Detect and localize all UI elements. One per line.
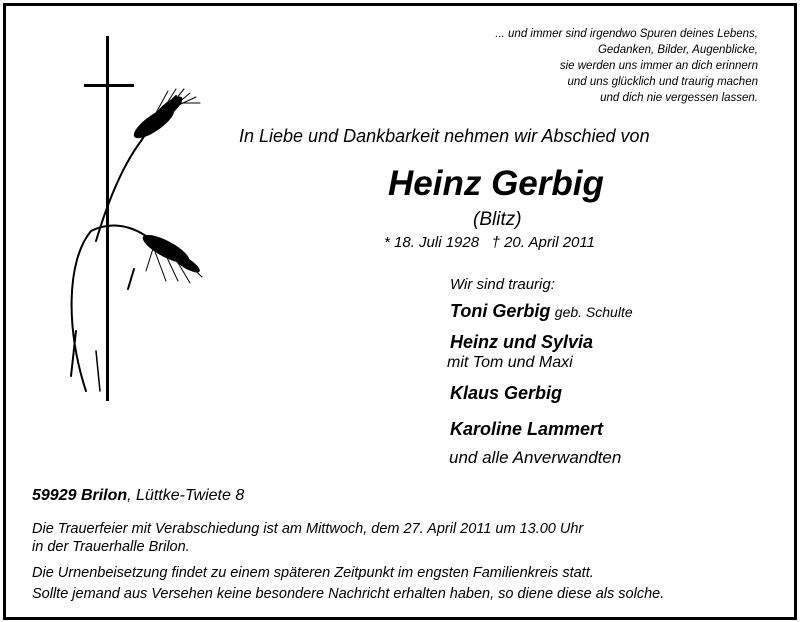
address-city: 59929 Brilon <box>32 487 128 504</box>
poem-line: Gedanken, Bilder, Augenblicke, <box>597 44 758 56</box>
mourner-entry <box>450 301 633 322</box>
poem-line: sie werden uns immer an dich erinnern <box>559 60 758 72</box>
burial-info-line: Die Urnenbeisetzung findet zu einem späteren Zeitpunkt im engsten Familienkreis statt. <box>32 565 594 581</box>
deceased-name: Heinz Gerbig <box>388 164 604 203</box>
mourner-note: geb. Schulte <box>554 304 633 320</box>
poem-line: und dich nie vergessen lassen. <box>600 92 758 104</box>
poem-line: und uns glücklich und traurig machen <box>567 76 758 88</box>
obituary-notice <box>3 3 797 620</box>
family-address <box>32 487 244 505</box>
cross-icon <box>84 36 134 401</box>
mourners-closing: und alle Anverwandten <box>449 448 622 467</box>
address-street: , Lüttke-Twiete 8 <box>127 487 245 504</box>
cross-wheat-illustration <box>56 31 216 411</box>
life-dates: * 18. Juli 1928 † 20. April 2011 <box>384 234 595 251</box>
mourner-name: Klaus Gerbig <box>450 383 563 403</box>
mourner-name: Heinz und Sylvia <box>450 332 594 352</box>
memorial-poem <box>495 26 758 106</box>
mourner-name: Karoline Lammert <box>450 419 604 439</box>
ceremony-info-line: in der Trauerhalle Brilon. <box>32 539 190 555</box>
notice-disclaimer: Sollte jemand aus Versehen keine besondere Nachricht erhalten haben, so diene diese als solche. <box>32 586 665 602</box>
mourner-name: Toni Gerbig <box>450 301 551 321</box>
ceremony-info-line: Die Trauerfeier mit Verabschiedung ist am Mittwoch, dem 27. April 2011 um 13.00 Uhr <box>32 521 584 537</box>
farewell-intro: In Liebe und Dankbarkeit nehmen wir Abschied von <box>239 126 650 146</box>
poem-line: ... und immer sind irgendwo Spuren deines Lebens, <box>495 28 758 40</box>
deceased-nickname: (Blitz) <box>473 209 522 230</box>
mourners-intro: Wir sind traurig: <box>450 276 555 293</box>
wheat-icon-2 <box>71 226 202 391</box>
wheat-icon <box>96 89 200 241</box>
mourner-note: mit Tom und Maxi <box>447 354 573 371</box>
